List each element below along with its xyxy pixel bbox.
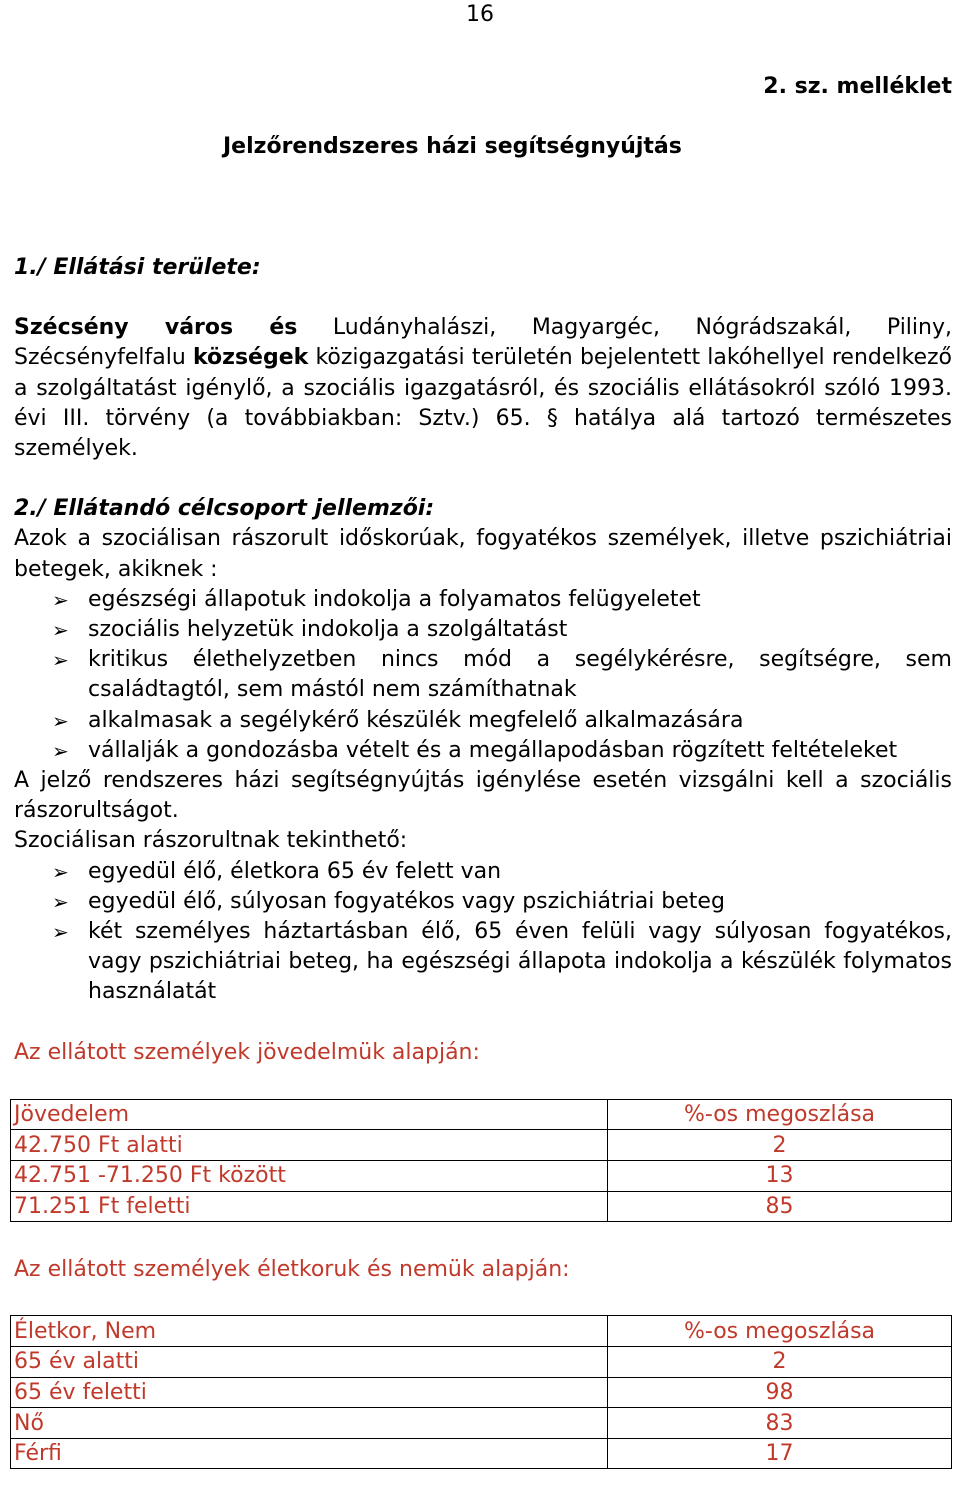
table-cell: Nő: [11, 1408, 608, 1439]
list-item: ➢ vállalják a gondozásba vételt és a megállapodásban rögzített feltételeket: [14, 736, 952, 766]
table-row: [11, 1161, 952, 1192]
section2-heading: 2./ Ellátandó célcsoport jellemzői:: [14, 496, 435, 522]
income-table: [10, 1099, 952, 1222]
arrow-bullet-icon: ➢: [52, 708, 69, 733]
table-cell: 42.751 -71.250 Ft között: [11, 1161, 608, 1192]
list-item: ➢ szociális helyzetük indokolja a szolgáltatást: [14, 615, 952, 645]
list-item: ➢ alkalmasak a segélykérő készülék megfelelő alkalmazására: [14, 706, 952, 736]
page-number: 16: [466, 2, 494, 27]
table-header-cell: %-os megoszlása: [608, 1316, 952, 1347]
document-body: [14, 253, 952, 1469]
list-item: ➢ két személyes háztartásban élő, 65 éven felüli vagy súlyosan fogyatékos, vagy pszichiátriai beteg, ha egészségi állapota indokolja a készülék folymatos használatát: [52, 919, 952, 1005]
table-cell: 65 év feletti: [11, 1377, 608, 1408]
table-cell: 42.750 Ft alatti: [11, 1130, 608, 1161]
table-cell: 65 év alatti: [11, 1347, 608, 1378]
section2-para3: Szociálisan rászorultnak tekinthető:: [14, 828, 408, 854]
needy-criteria-list: [14, 857, 952, 1008]
arrow-bullet-icon: ➢: [52, 859, 69, 884]
table2-caption: Az ellátott személyek életkoruk és nemük alapján:: [14, 1257, 570, 1283]
table-row: [11, 1408, 952, 1439]
section1-text-part2: közigazgatási területén bejelentett lakóhellyel rendelkező a szolgáltatást igénylő, a szociális igazgatásról, és szociális ellátásokról szóló 1993. évi III. törvény (a továbbiakban: Sztv.) 65. § hatálya alá tartozó természetes személyek.: [14, 345, 953, 462]
section2-intro: Azok a szociálisan rászorult időskorúak, fogyatékos személyek, illetve pszichiátriai betegek, akiknek :: [14, 526, 952, 582]
table-cell: 85: [608, 1191, 952, 1222]
target-group-list: [14, 585, 952, 766]
document-title: Jelzőrendszeres házi segítségnyújtás: [223, 134, 682, 159]
list-item: ➢ egészségi állapotuk indokolja a folyamatos felügyeletet: [14, 585, 952, 615]
table-row: [11, 1130, 952, 1161]
table-cell: 98: [608, 1377, 952, 1408]
bold-city: Szécsény város és: [14, 315, 298, 341]
section1-heading: 1./ Ellátási területe:: [14, 255, 261, 280]
table-row: [11, 1191, 952, 1222]
arrow-bullet-icon: ➢: [52, 920, 69, 945]
table-cell: 2: [608, 1130, 952, 1161]
table-header-row: [11, 1099, 952, 1130]
arrow-bullet-icon: ➢: [52, 648, 69, 673]
annex-label: 2. sz. melléklet: [763, 74, 952, 99]
table-header-cell: %-os megoszlása: [608, 1099, 952, 1130]
section2-para2: A jelző rendszeres házi segítségnyújtás igénylése esetén vizsgálni kell a szociális rászorultságot.: [14, 768, 952, 824]
table-cell: 17: [608, 1438, 952, 1469]
table-row: [11, 1347, 952, 1378]
table-cell: 13: [608, 1161, 952, 1192]
table-row: [11, 1377, 952, 1408]
table-cell: 2: [608, 1347, 952, 1378]
arrow-bullet-icon: ➢: [52, 618, 69, 643]
table-row: [11, 1438, 952, 1469]
list-item: ➢ egyedül élő, súlyosan fogyatékos vagy pszichiátriai beteg: [14, 887, 952, 917]
table-cell: 83: [608, 1408, 952, 1439]
table1-caption: Az ellátott személyek jövedelmük alapján:: [14, 1039, 480, 1065]
table-cell: 71.251 Ft feletti: [11, 1191, 608, 1222]
list-item: ➢ kritikus élethelyzetben nincs mód a segélykérésre, segítségre, sem családtagtól, sem mástól nem számíthatnak: [52, 647, 952, 703]
arrow-bullet-icon: ➢: [52, 738, 69, 763]
table-header-cell: Jövedelem: [11, 1099, 608, 1130]
bold-villages: községek: [192, 345, 309, 371]
table-header-cell: Életkor, Nem: [11, 1316, 608, 1347]
section1-text: [14, 313, 952, 464]
table-cell: Férfi: [11, 1438, 608, 1469]
arrow-bullet-icon: ➢: [52, 889, 69, 914]
list-item: ➢ egyedül élő, életkora 65 év felett van: [14, 857, 952, 887]
age-gender-table: [10, 1315, 952, 1469]
section1-text-part1: Ludányhalászi, Magyargéc, Nógrádszakál, Piliny, Szécsényfelfalu: [14, 315, 952, 371]
arrow-bullet-icon: ➢: [52, 587, 69, 612]
table-header-row: [11, 1316, 952, 1347]
